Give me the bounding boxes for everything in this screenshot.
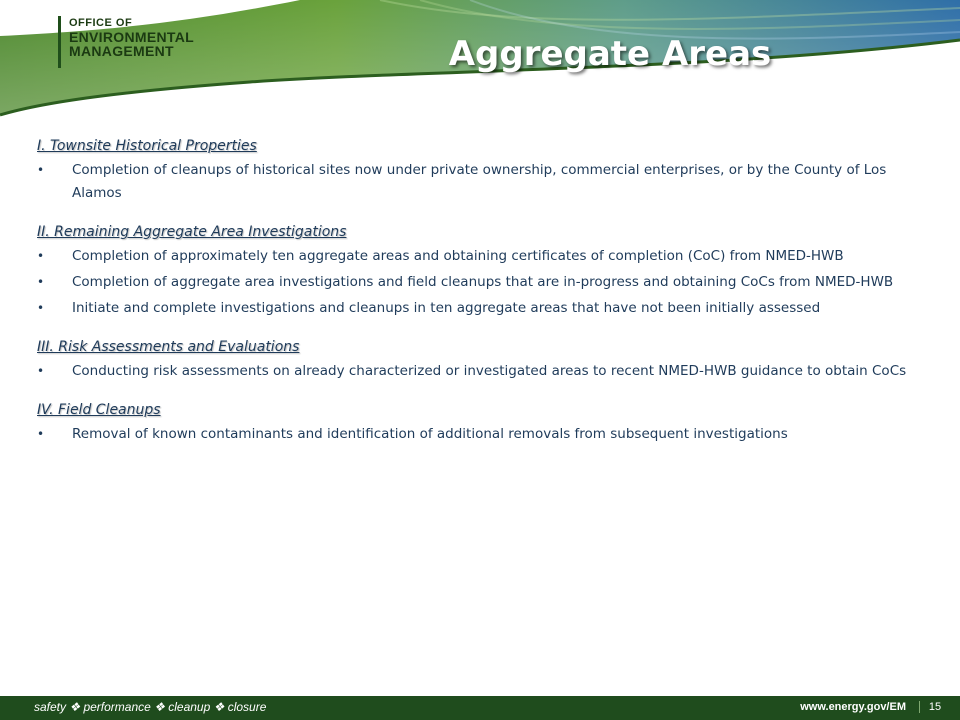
bullet-item: [37, 245, 917, 268]
bullet-item: [37, 360, 917, 383]
bullet-item: [37, 271, 917, 294]
slide-title: Aggregate Areas: [448, 34, 772, 74]
bullet-text: Completion of aggregate area investigations and field cleanups that are in-progress and obtaining CoCs from NMED-HWB: [72, 274, 894, 290]
footer-motto: safety ❖ performance ❖ cleanup ❖ closure: [34, 700, 267, 714]
bullet-item: [37, 297, 917, 320]
footer-bar: [0, 696, 960, 720]
bullet-text: Removal of known contaminants and identification of additional removals from subsequent investigations: [72, 426, 788, 442]
section-townsite: [37, 136, 917, 205]
section-heading: II. Remaining Aggregate Area Investigations: [37, 224, 347, 240]
office-logo: [58, 16, 194, 68]
section-risk-assessments: [37, 337, 917, 383]
section-heading: I. Townsite Historical Properties: [37, 138, 257, 154]
logo-line-1: OFFICE OF: [69, 17, 133, 29]
logo-line-3: MANAGEMENT: [69, 43, 174, 59]
header-banner: [0, 0, 960, 125]
bullet-text: Completion of cleanups of historical sites now under private ownership, commercial enterprises, or by the County of Los Alamos: [72, 162, 887, 201]
bullet-icon: •: [37, 427, 45, 441]
footer-url-link[interactable]: www.energy.gov/EM: [800, 701, 906, 713]
bullet-icon: •: [37, 249, 45, 263]
section-field-cleanups: [37, 400, 917, 446]
bullet-icon: •: [37, 364, 45, 378]
section-heading: IV. Field Cleanups: [37, 402, 161, 418]
bullet-icon: •: [37, 275, 45, 289]
bullet-text: Initiate and complete investigations and cleanups in ten aggregate areas that have not been initially assessed: [72, 300, 821, 316]
page-number: 15: [919, 701, 950, 713]
bullet-icon: •: [37, 163, 45, 177]
section-heading: III. Risk Assessments and Evaluations: [37, 339, 300, 355]
section-aggregate-investigations: [37, 222, 917, 320]
bullet-item: [37, 423, 917, 446]
bullet-item: [37, 159, 917, 205]
bullet-text: Conducting risk assessments on already characterized or investigated areas to recent NMED-HWB guidance to obtain CoCs: [72, 363, 907, 379]
bullet-text: Completion of approximately ten aggregate areas and obtaining certificates of completion (CoC) from NMED-HWB: [72, 248, 844, 264]
bullet-icon: •: [37, 301, 45, 315]
slide-content: [37, 136, 917, 463]
logo-line-2: ENVIRONMENTAL: [69, 29, 194, 45]
